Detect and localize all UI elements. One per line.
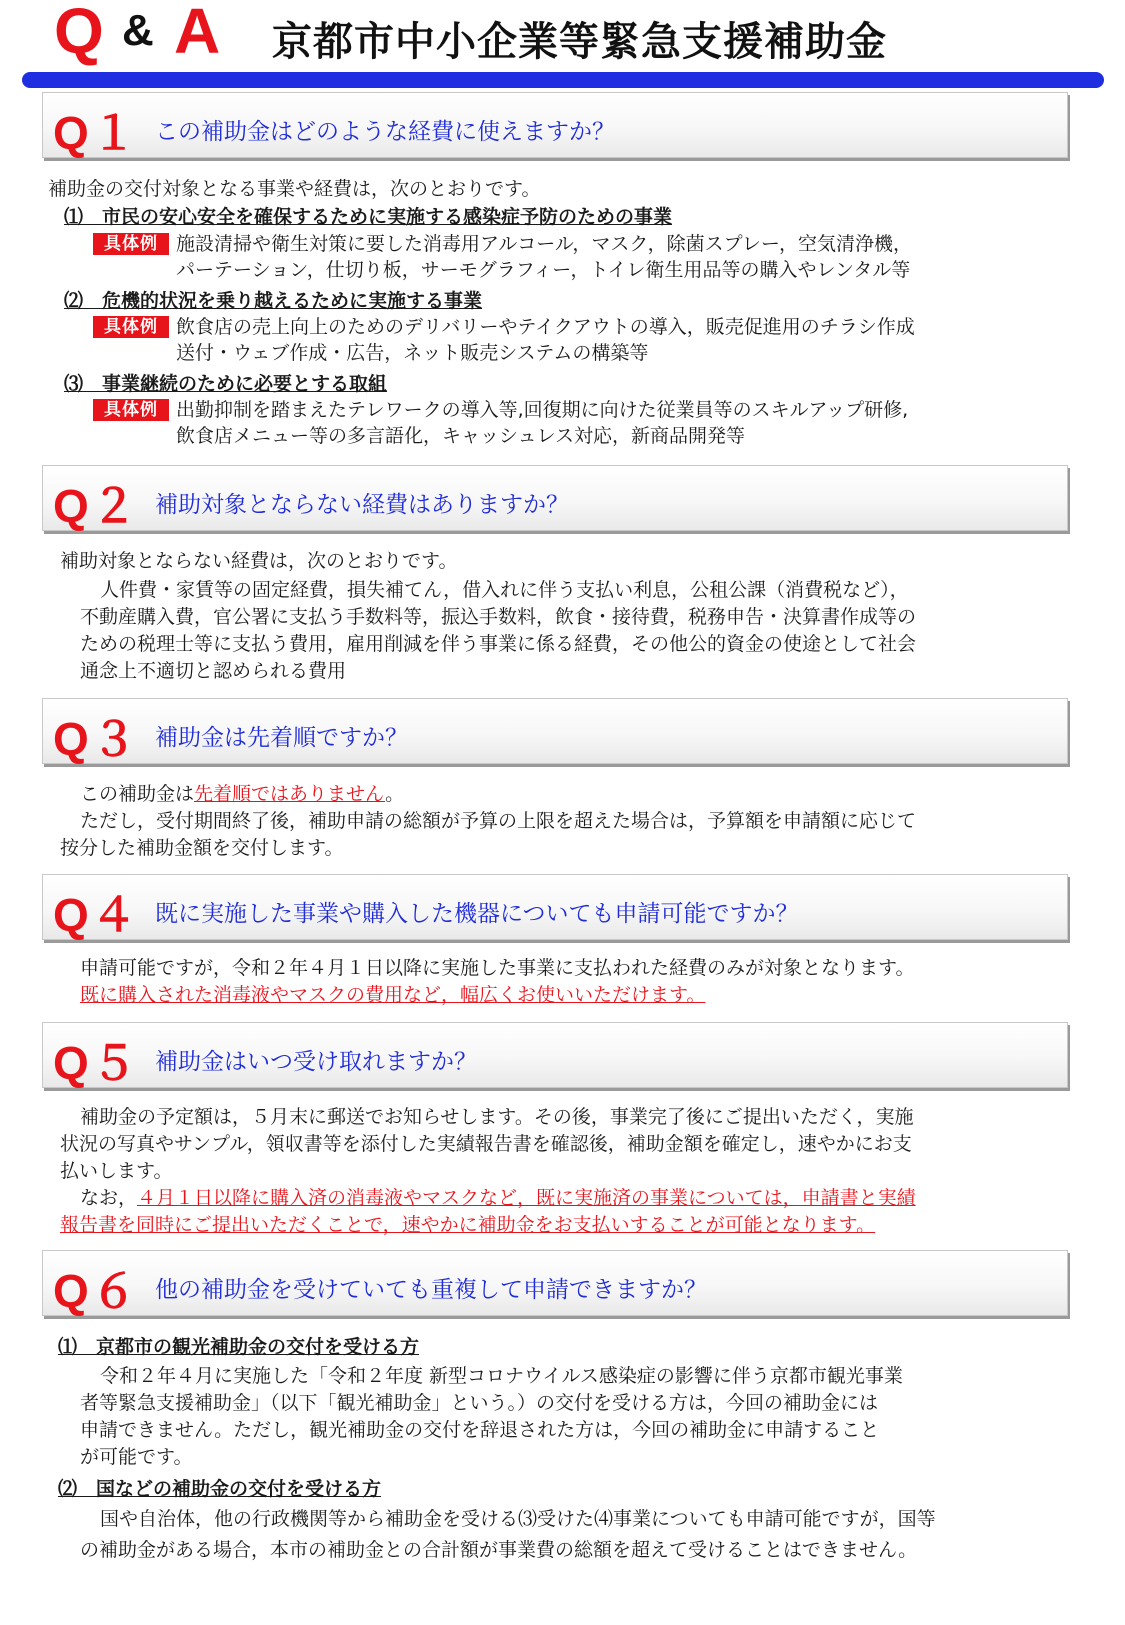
q6-heading2: ⑵ 国などの補助金の交付を受ける方 xyxy=(58,1478,382,1500)
q6-para1-line1: 令和２年４月に実施した「令和２年度 新型コロナウイルス感染症の影響に伴う京都市観光事業 xyxy=(100,1365,903,1387)
q1-item2-line2: 送付・ウェブ作成・広告，ネット販売システムの構築等 xyxy=(176,342,649,364)
q3-header xyxy=(42,698,1068,764)
q1-item3-badge: 具体例 xyxy=(93,399,169,421)
q5-line4-emphasis: ４月１日以降に購入済の消毒液やマスクなど，既に実施済の事業については，申請書と実績 xyxy=(137,1187,916,1209)
q1-item2-badge: 具体例 xyxy=(93,316,169,338)
q6-para2-line1: 国や自治体，他の行政機関等から補助金を受ける⑶受けた⑷事業についても申請可能ですが，国等 xyxy=(100,1508,936,1530)
q5-line5-emphasis: 報告書を同時にご提出いただくことで，速やかに補助金をお支払いすることが可能となります。 xyxy=(60,1214,876,1236)
q2-line3: 不動産購入費，官公署に支払う手数料等，振込手数料，飲食・接待費，税務申告・決算書作成等の xyxy=(80,606,917,628)
q6-header xyxy=(42,1250,1068,1316)
q3-line1-emphasis: 先着順ではありません xyxy=(194,783,386,805)
q3-line3: 按分した補助金額を交付します。 xyxy=(60,837,344,859)
q3-number: Q３ xyxy=(53,713,139,765)
q6-para1-line2: 者等緊急支援補助金」（以下「観光補助金」という。）の交付を受ける方は，今回の補助金には xyxy=(80,1392,879,1414)
q5-line4-a: なお， xyxy=(80,1187,138,1209)
q2-line2: 人件費・家賃等の固定経費，損失補てん，借入れに伴う支払い利息，公租公課（消費税など）， xyxy=(100,579,909,601)
q3-line2: ただし，受付期間終了後，補助申請の総額が予算の上限を超えた場合は，予算額を申請額に応じて xyxy=(80,810,917,832)
q1-item1-line2: パーテーション，仕切り板，サーモグラフィー，トイレ衛生用品等の購入やレンタル等 xyxy=(176,259,911,281)
q1-item1-badge: 具体例 xyxy=(93,233,169,255)
q1-item2-line1: 飲食店の売上向上のためのデリバリーやテイクアウトの導入，販売促進用のチラシ作成 xyxy=(176,316,915,338)
q5-line4 xyxy=(80,1185,916,1211)
q1-item3-line1: 出勤抑制を踏まえたテレワークの導入等,回復期に向けた従業員等のスキルアップ研修, xyxy=(176,399,909,421)
q6-para2-line2: の補助金がある場合，本市の補助金との合計額が事業費の総額を超えて受けることはできません。 xyxy=(80,1539,918,1561)
q3-line1-a: この補助金は xyxy=(80,783,195,805)
title-underline-bar xyxy=(22,72,1104,88)
q4-question: 既に実施した事業や購入した機器についても申請可能ですか？ xyxy=(155,901,799,927)
q4-line2-emphasis: 既に購入された消毒液やマスクの費用など，幅広くお使いいただけます。 xyxy=(80,984,706,1006)
q5-line2: 状況の写真やサンプル，領収書等を添付した実績報告書を確認後，補助金額を確定し，速やかにお支 xyxy=(60,1133,912,1155)
q3-question: 補助金は先着順ですか？ xyxy=(155,725,408,751)
q5-header xyxy=(42,1022,1068,1088)
q6-para1-line4: が可能です。 xyxy=(80,1446,193,1468)
q1-header xyxy=(42,92,1068,158)
q6-question: 他の補助金を受けていても重複して申請できますか？ xyxy=(155,1277,707,1303)
q5-question: 補助金はいつ受け取れますか？ xyxy=(155,1049,477,1075)
q1-item3-line2: 飲食店メニュー等の多言語化，キャッシュレス対応，新商品開発等 xyxy=(176,425,746,447)
q2-line5: 通念上不適切と認められる費用 xyxy=(80,660,347,682)
q5-number: Q５ xyxy=(53,1037,139,1089)
page-title: 京都市中小企業等緊急支援補助金 xyxy=(272,19,887,65)
q2-header xyxy=(42,465,1068,531)
q1-item3-heading: ⑶ 事業継続のために必要とする取組 xyxy=(64,373,388,395)
header-a: A xyxy=(174,0,221,67)
q1-number: Q１ xyxy=(53,107,139,159)
q1-item1-line1: 施設清掃や衛生対策に要した消毒用アルコール，マスク，除菌スプレー，空気清浄機， xyxy=(176,233,913,255)
q6-para1-line3: 申請できません。ただし，観光補助金の交付を辞退された方は，今回の補助金に申請すること xyxy=(80,1419,880,1441)
q3-line1-c: 。 xyxy=(385,783,405,805)
q3-line1 xyxy=(80,781,404,807)
q1-intro: 補助金の交付対象となる事業や経費は，次のとおりです。 xyxy=(48,178,541,200)
header-q: Q xyxy=(54,0,104,67)
q1-item1-heading: ⑴ 市民の安心安全を確保するために実施する感染症予防のための事業 xyxy=(64,206,673,228)
q2-question: 補助対象とならない経費はありますか？ xyxy=(155,492,569,518)
q1-item2-heading: ⑵ 危機的状況を乗り越えるために実施する事業 xyxy=(64,290,483,312)
header-amp: & xyxy=(122,6,154,55)
q2-number: Q２ xyxy=(53,480,139,532)
q5-line3: 払いします。 xyxy=(60,1160,173,1182)
q2-line1: 補助対象とならない経費は，次のとおりです。 xyxy=(60,550,458,572)
q6-number: Q６ xyxy=(53,1265,139,1317)
q5-line1: 補助金の予定額は，５月末に郵送でお知らせします。その後，事業完了後にご提出いただく，実施 xyxy=(80,1106,914,1128)
q4-number: Q４ xyxy=(53,889,139,941)
page-header xyxy=(50,0,1110,72)
q4-line1: 申請可能ですが，令和２年４月１日以降に実施した事業に支払われた経費のみが対象となります。 xyxy=(80,957,915,979)
q4-header xyxy=(42,874,1068,940)
q2-line4: ための税理士等に支払う費用，雇用削減を伴う事業に係る経費，その他公的資金の使途として社会 xyxy=(80,633,917,655)
q6-heading1: ⑴ 京都市の観光補助金の交付を受ける方 xyxy=(58,1336,420,1358)
q1-question: この補助金はどのような経費に使えますか？ xyxy=(155,119,615,145)
